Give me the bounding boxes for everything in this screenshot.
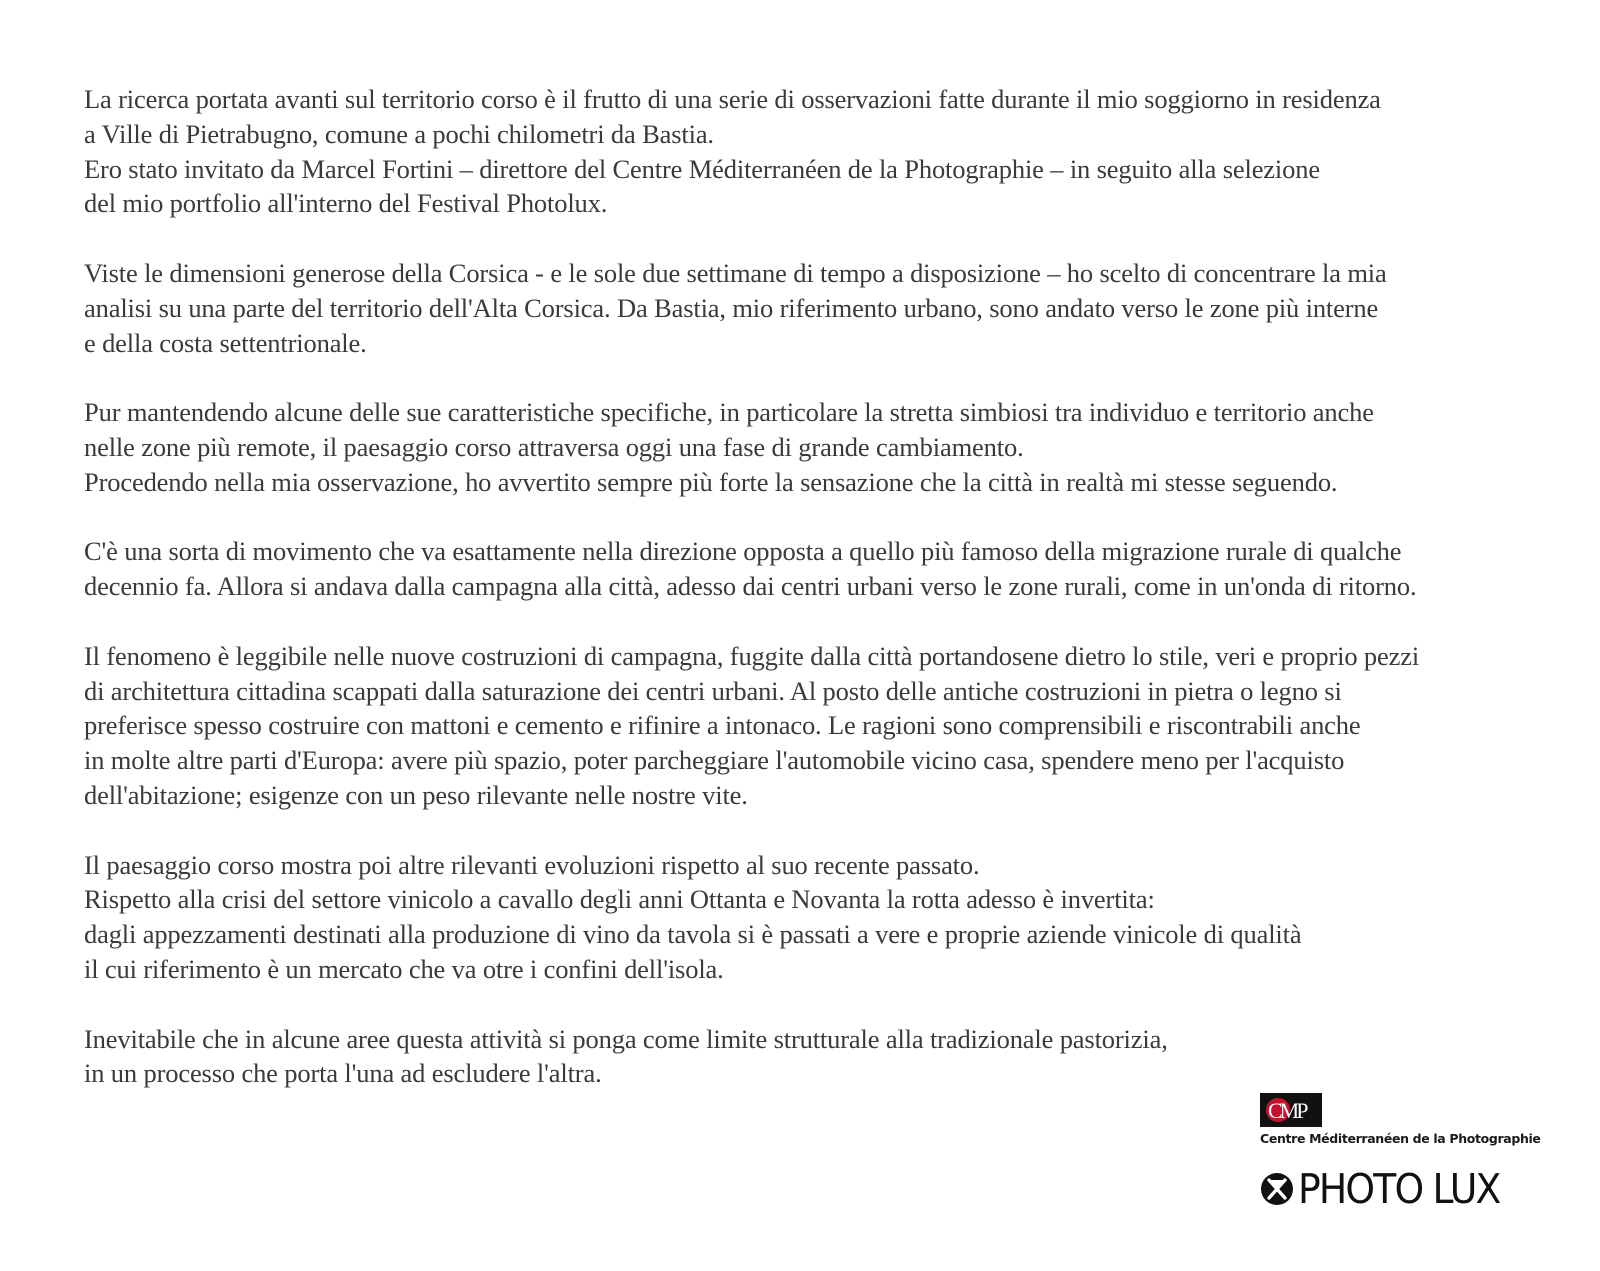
text-line: a Ville di Pietrabugno, comune a pochi chilometri da Bastia. [84,118,714,149]
text-line: nelle zone più remote, il paesaggio corso attraversa oggi una fase di grande cambiamento. [84,431,1024,462]
cmp-name: Centre Méditerranéen de la Photographie [1260,1131,1541,1146]
paragraph-1 [84,82,1584,221]
text-line: analisi su una parte del territorio dell'Alta Corsica. Da Bastia, mio riferimento urbano, sono andato verso le zone più interne [84,292,1379,323]
paragraph-5 [84,639,1584,813]
text-line: dagli appezzamenti destinati alla produzione di vino da tavola si è passati a vere e proprie aziende vinicole di qualità [84,919,1302,950]
text-line: del mio portfolio all'interno del Festival Photolux. [84,188,608,219]
photolux-circle-x-icon [1260,1172,1294,1206]
photolux-logo [1260,1165,1560,1213]
text-line: Rispetto alla crisi del settore vinicolo a cavallo degli anni Ottanta e Novanta la rotta adesso è invertita: [84,884,1155,915]
paragraph-2 [84,256,1584,360]
text-line: La ricerca portata avanti sul territorio corso è il frutto di una serie di osservazioni fatte durante il mio soggiorno in residenza [84,84,1381,114]
text-line: Pur mantendendo alcune delle sue caratteristiche specifiche, in particolare la stretta simbiosi tra individuo e territorio anche [84,397,1374,428]
text-line: dell'abitazione; esigenze con un peso rilevante nelle nostre vite. [84,779,748,810]
text-line: e della costa settentrionale. [84,327,367,358]
text-line: Procedendo nella mia osservazione, ho avvertito sempre più forte la sensazione che la città in realtà mi stesse seguendo. [84,466,1338,497]
cmp-logo [1260,1093,1322,1127]
paragraph-7 [84,1022,1584,1092]
cmp-logo-letters: CMP [1268,1098,1306,1123]
text-line: preferisce spesso costruire con mattoni e cemento e rifinire a intonaco. Le ragioni sono comprensibili e riscontrabili anche [84,710,1361,741]
text-line: in molte altre parti d'Europa: avere più spazio, poter parcheggiare l'automobile vicino casa, spendere meno per l'acquisto [84,745,1345,776]
paragraph-6 [84,848,1584,987]
text-line: in un processo che porta l'una ad escludere l'altra. [84,1058,602,1089]
text-line: decennio fa. Allora si andava dalla campagna alla città, adesso dai centri urbani verso le zone rurali, come in un'onda di ritorno. [84,571,1417,602]
sponsor-logos [1260,1093,1560,1213]
text-line: Il fenomeno è leggibile nelle nuove costruzioni di campagna, fuggite dalla città portandosene dietro lo stile, veri e proprio pezzi [84,640,1420,671]
paragraph-3 [84,395,1584,499]
text-line: il cui riferimento è un mercato che va otre i confini dell'isola. [84,953,724,984]
paragraph-4 [84,534,1584,604]
text-line: Ero stato invitato da Marcel Fortini – direttore del Centre Méditerranéen de la Photographie – in seguito alla selezione [84,153,1320,184]
text-line: C'è una sorta di movimento che va esattamente nella direzione opposta a quello più famoso della migrazione rurale di qualche [84,536,1402,567]
essay-text [84,82,1584,1091]
text-line: Il paesaggio corso mostra poi altre rilevanti evoluzioni rispetto al suo recente passato. [84,849,980,880]
photolux-wordmark: PHOTO LUX [1298,1165,1500,1213]
text-line: di architettura cittadina scappati dalla saturazione dei centri urbani. Al posto delle antiche costruzioni in pietra o legno si [84,675,1342,706]
text-line: Inevitabile che in alcune aree questa attività si ponga come limite strutturale alla tradizionale pastorizia, [84,1023,1168,1054]
text-line: Viste le dimensioni generose della Corsica - e le sole due settimane di tempo a disposizione – ho scelto di concentrare la mia [84,257,1387,288]
